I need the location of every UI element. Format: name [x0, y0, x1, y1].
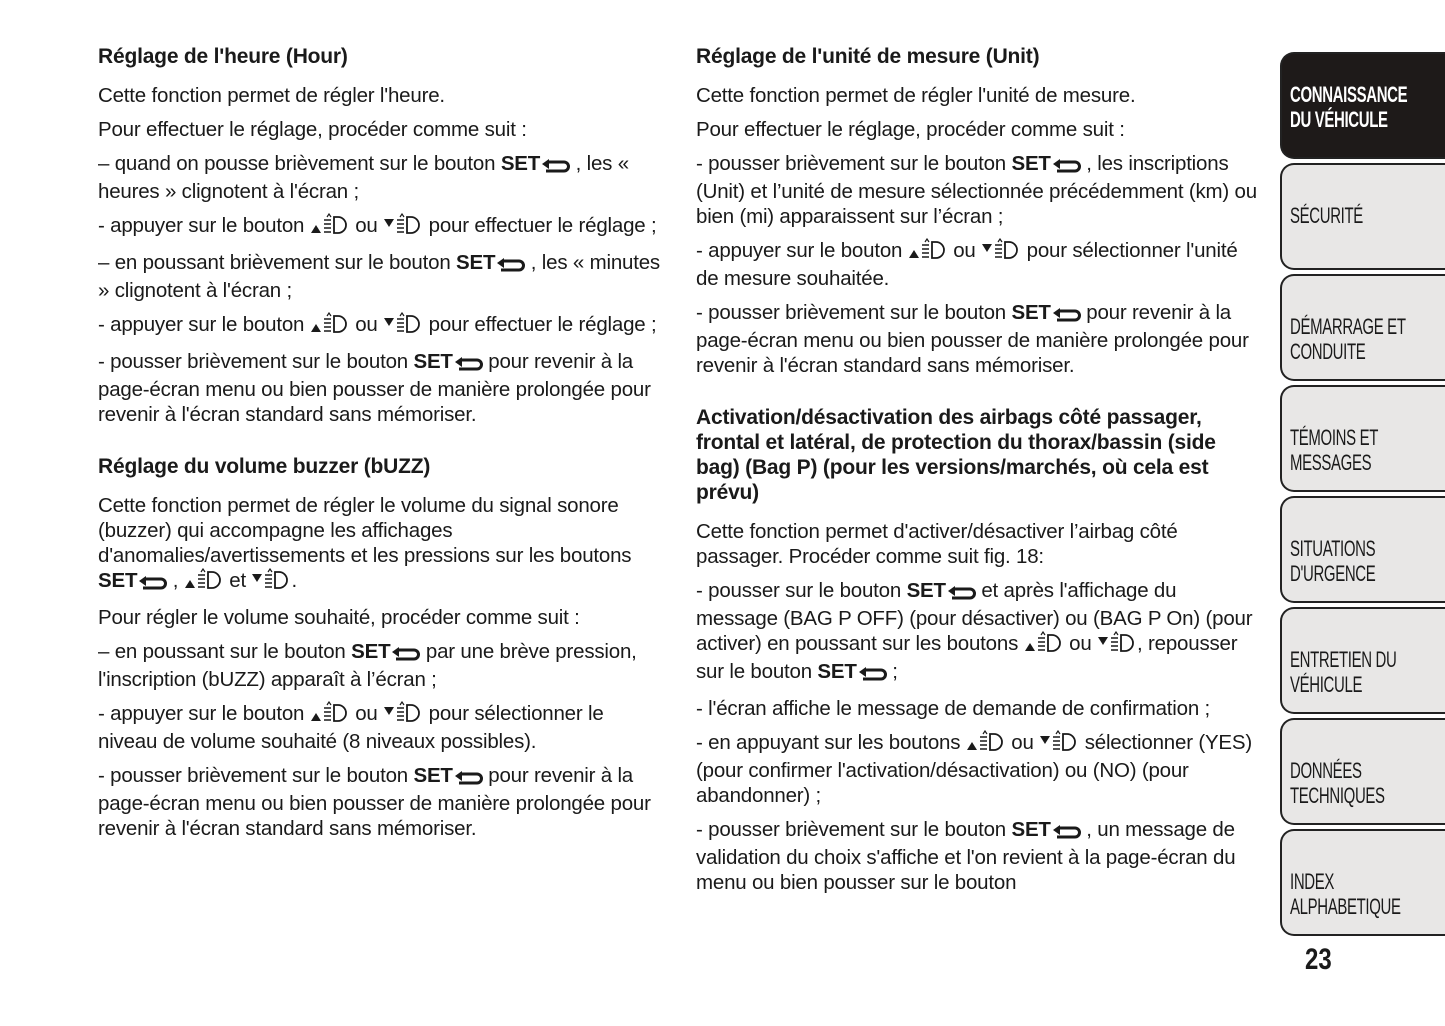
paragraph [696, 83, 1260, 108]
return-arrow-icon [1051, 303, 1081, 328]
paragraph [98, 763, 666, 841]
paragraph [98, 117, 666, 142]
set-button-label: SET [456, 251, 496, 274]
section [98, 44, 666, 427]
text: - pousser brièvement sur le bouton [98, 350, 414, 373]
chapter-tab[interactable] [1280, 274, 1445, 381]
paragraph [98, 151, 666, 204]
paragraph [696, 117, 1260, 142]
section [98, 454, 666, 841]
paragraph [696, 730, 1260, 808]
headlight-down-icon [383, 312, 423, 340]
chapter-tab-label: SITUATIONS D'URGENCE [1290, 536, 1376, 586]
return-arrow-icon [390, 642, 420, 667]
section-heading: Activation/désactivation des airbags côté passager, frontal et latéral, de protection du thorax/bassin (side bag) (Bag P) (pour les versions/marchés, où cela est prévu) [696, 406, 1216, 504]
return-arrow-icon [495, 253, 525, 278]
text: – quand on pousse brièvement sur le bouton [98, 152, 501, 175]
text: - en appuyant sur les boutons [696, 731, 966, 754]
headlight-up-icon [310, 213, 350, 241]
text: . [291, 569, 297, 592]
set-button-label: SET [413, 764, 453, 787]
paragraph [696, 817, 1260, 895]
chapter-tab-label: SÉCURITÉ [1290, 203, 1363, 228]
text: ou [349, 702, 384, 725]
chapter-tab[interactable] [1280, 385, 1445, 492]
text: ou [1005, 731, 1040, 754]
text: et après l'affichage du message (BAG P OFF) (pour désactiver) ou (BAG P On) (pour activer) en poussant sur les boutons [696, 579, 1253, 655]
text: - pousser brièvement sur le bouton [696, 818, 1012, 841]
paragraph [98, 493, 666, 596]
headlight-down-icon [981, 238, 1021, 266]
section [696, 405, 1260, 895]
text: et [223, 569, 252, 592]
text: , les « heures » clignotent à l'écran ; [98, 152, 629, 203]
text: par une brève pression, l'inscription (bUZZ) apparaît à l’écran ; [98, 640, 637, 691]
paragraph [696, 519, 1260, 569]
return-arrow-icon [857, 662, 887, 687]
section-heading: Réglage du volume buzzer (bUZZ) [98, 455, 431, 478]
text: Cette fonction permet d'activer/désactiver l’airbag côté passager. Procéder comme suit fig. 18: [696, 520, 1178, 568]
set-button-label: SET [817, 660, 857, 683]
headlight-down-icon [251, 568, 291, 596]
paragraph [696, 151, 1260, 229]
headlight-up-icon [310, 312, 350, 340]
paragraph [98, 250, 666, 303]
headlight-up-icon [1024, 631, 1064, 659]
chapter-tab[interactable] [1280, 496, 1445, 603]
chapter-tab[interactable] [1280, 163, 1445, 270]
headlight-down-icon [1039, 730, 1079, 758]
text: Cette fonction permet de régler l'unité de mesure. [696, 84, 1136, 107]
paragraph [98, 639, 666, 692]
text: pour sélectionner l'unité de mesure souhaitée. [696, 239, 1238, 290]
text: , [167, 569, 184, 592]
text: pour sélectionner le niveau de volume souhaité (8 niveaux possibles). [98, 702, 604, 753]
set-button-label: SET [1011, 152, 1051, 175]
text: ou [349, 214, 384, 237]
text: Cette fonction permet de régler le volume du signal sonore (buzzer) qui accompagne les affichages d'anomalies/avertissements et les pressions sur les boutons [98, 494, 632, 567]
chapter-tab-label: TÉMOINS ET MESSAGES [1290, 425, 1379, 475]
text: - appuyer sur le bouton [696, 239, 908, 262]
paragraph [696, 300, 1260, 378]
left-column [98, 44, 666, 868]
text: - appuyer sur le bouton [98, 313, 310, 336]
text: , repousser sur le bouton [696, 632, 1238, 683]
text: , les « minutes » clignotent à l'écran ; [98, 251, 660, 302]
right-column [696, 44, 1260, 922]
text: - pousser brièvement sur le bouton [98, 764, 414, 787]
return-arrow-icon [453, 352, 483, 377]
section-heading: Réglage de l'unité de mesure (Unit) [696, 45, 1040, 68]
chapter-tab-label: CONNAISSANCE DU VÉHICULE [1290, 82, 1408, 132]
paragraph [98, 312, 666, 340]
text: - appuyer sur le bouton [98, 214, 310, 237]
headlight-down-icon [383, 701, 423, 729]
headlight-up-icon [966, 730, 1006, 758]
text: - pousser brièvement sur le bouton [696, 301, 1012, 324]
text: Pour effectuer le réglage, procéder comme suit : [98, 118, 527, 141]
set-button-label: SET [351, 640, 391, 663]
headlight-up-icon [310, 701, 350, 729]
headlight-down-icon [383, 213, 423, 241]
paragraph [98, 213, 666, 241]
chapter-tab[interactable] [1280, 718, 1445, 825]
text: – en poussant brièvement sur le bouton [98, 251, 457, 274]
text: Pour régler le volume souhaité, procéder comme suit : [98, 606, 580, 629]
text: pour revenir à la page-écran menu ou bien pousser de manière prolongée pour revenir à l'écran standard sans mémoriser. [696, 301, 1249, 377]
text: sélectionner (YES) (pour confirmer l'activation/désactivation) ou (NO) (pour abandonner) ; [696, 731, 1253, 807]
text: - pousser sur le bouton [696, 579, 907, 602]
chapter-tabs [1280, 52, 1445, 940]
text: - l'écran affiche le message de demande de confirmation ; [696, 697, 1211, 720]
chapter-tab-label: ENTRETIEN DU VÉHICULE [1290, 647, 1397, 697]
text: pour effectuer le réglage ; [423, 313, 657, 336]
return-arrow-icon [1051, 820, 1081, 845]
return-arrow-icon [453, 766, 483, 791]
text: ou [947, 239, 982, 262]
section-heading: Réglage de l'heure (Hour) [98, 45, 348, 68]
return-arrow-icon [1051, 154, 1081, 179]
paragraph [98, 605, 666, 630]
text: ; [886, 660, 898, 683]
chapter-tab-label: INDEX ALPHABETIQUE [1290, 869, 1401, 919]
text: – en poussant sur le bouton [98, 640, 352, 663]
headlight-up-icon [184, 568, 224, 596]
text: pour revenir à la page-écran menu ou bien pousser de manière prolongée pour revenir à l'écran standard sans mémoriser. [98, 764, 651, 840]
text: Cette fonction permet de régler l'heure. [98, 84, 445, 107]
page-number: 23 [1305, 943, 1332, 976]
return-arrow-icon [946, 581, 976, 606]
text: , un message de validation du choix s'affiche et l'on revient à la page-écran du menu ou bien pousser sur le bouton [696, 818, 1236, 894]
paragraph [98, 701, 666, 754]
paragraph [98, 83, 666, 108]
headlight-down-icon [1097, 631, 1137, 659]
text: , les inscriptions (Unit) et l’unité de mesure sélectionnée précédemment (km) ou bien (mi) apparaissent sur l’écran ; [696, 152, 1257, 228]
chapter-tab[interactable] [1280, 607, 1445, 714]
set-button-label: SET [500, 152, 541, 175]
text: pour revenir à la page-écran menu ou bien pousser de manière prolongée pour revenir à l'écran standard sans mémoriser. [98, 350, 651, 426]
set-button-label: SET [1011, 818, 1051, 841]
chapter-tab[interactable] [1280, 52, 1445, 159]
chapter-tab[interactable] [1280, 829, 1445, 936]
set-button-label: SET [1011, 301, 1051, 324]
text: ou [349, 313, 384, 336]
set-button-label: SET [98, 569, 138, 592]
text: pour effectuer le réglage ; [423, 214, 657, 237]
chapter-tab-label: DÉMARRAGE ET CONDUITE [1290, 314, 1406, 364]
text: Pour effectuer le réglage, procéder comme suit : [696, 118, 1125, 141]
text: - appuyer sur le bouton [98, 702, 310, 725]
return-arrow-icon [540, 154, 570, 179]
text: ou [1063, 632, 1098, 655]
headlight-up-icon [908, 238, 948, 266]
paragraph [696, 238, 1260, 291]
paragraph [696, 578, 1260, 687]
return-arrow-icon [137, 571, 167, 596]
chapter-tab-label: DONNÉES TECHNIQUES [1290, 758, 1385, 808]
set-button-label: SET [906, 579, 946, 602]
paragraph [98, 349, 666, 427]
set-button-label: SET [413, 350, 453, 373]
section [696, 44, 1260, 378]
text: - pousser brièvement sur le bouton [696, 152, 1012, 175]
paragraph [696, 696, 1260, 721]
